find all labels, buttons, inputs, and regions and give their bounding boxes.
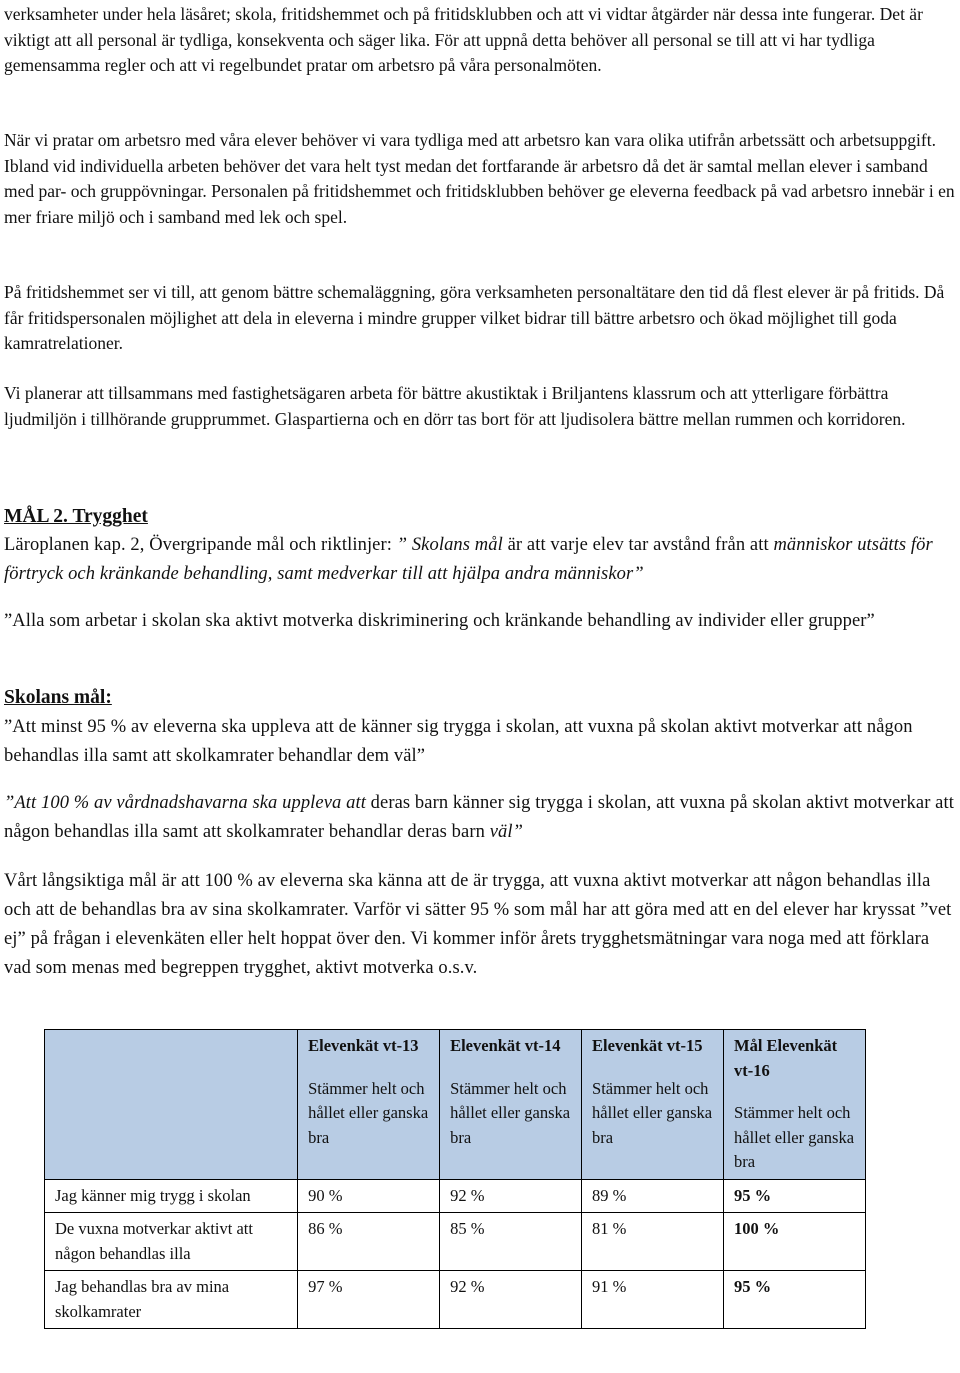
survey-table: [44, 1029, 866, 1329]
all-staff-statement: ”Alla som arbetar i skolan ska aktivt motverka diskriminering och kränkande behandling av individer eller grupper”: [4, 611, 875, 631]
row-label: De vuxna motverkar aktivt att någon behandlas illa: [45, 1213, 298, 1271]
header-subtitle: Stämmer helt och hållet eller ganska bra: [592, 1078, 713, 1147]
row-label: Jag känner mig trygg i skolan: [45, 1179, 298, 1213]
paragraph-after-school: På fritidshemmet ser vi till, att genom bättre schemaläggning, göra verksamheten personaltätare den tid då flest elever är på fritids. Då får fritidspersonalen möjlighet att dela in eleverna i mindre grupper vilket bidrar till bättre arbetsro och ökad möjlighet till goda kamratrelationer.: [4, 282, 945, 353]
cell-goal-value: 100 %: [724, 1213, 866, 1271]
cell-value: 89 %: [582, 1179, 724, 1213]
paragraph-work-calm-students: När vi pratar om arbetsro med våra elever behöver vi vara tydliga med att arbetsro kan vara olika utifrån arbetssätt och arbetsuppgift. Ibland vid individuella arbeten behöver det vara helt tyst medan det fortfarande är arbetsro då det är samtal mellan elever i samband med par- och gruppövningar. Personalen på fritidshemmet och fritidsklubben behöver ge eleverna feedback på vad arbetsro innebär i en mer friare miljö och i samband med lek och spel.: [4, 130, 955, 227]
header-subtitle: Stämmer helt och hållet eller ganska bra: [450, 1078, 571, 1147]
goal-guardians-italic-start: ”Att 100 % av vårdnadshavarna ska uppleva att: [4, 793, 366, 813]
curriculum-quote: [4, 531, 956, 589]
table-row: [45, 1179, 866, 1213]
cell-value: 92 %: [440, 1179, 582, 1213]
cell-value: 91 %: [582, 1271, 724, 1329]
curriculum-mid: är att varje elev tar avstånd från att: [502, 535, 774, 555]
row-label: Jag behandlas bra av mina skolkamrater: [45, 1271, 298, 1329]
goal-guardians-mid: deras barn känner sig trygga i skolan, att vuxna på skolan aktivt motverkar att någon behandlas illa samt att skolkamrater behandlar deras barn: [4, 793, 954, 842]
table-header-row: [45, 1030, 866, 1180]
paragraph-work-calm-intro: verksamheter under hela läsåret; skola, fritidshemmet och på fritidsklubben och att vi vidtar åtgärder när dessa inte fungerar. Det är viktigt att all personal är tydliga, konsekventa och säger lika. För att uppnå detta behöver all personal se till att vi har tydliga gemensamma regler och att vi regelbundet pratar om arbetsro på våra personalmöten.: [4, 4, 923, 75]
table-header-goal-vt16: [724, 1030, 866, 1180]
cell-value: 90 %: [298, 1179, 440, 1213]
cell-goal-value: 95 %: [724, 1179, 866, 1213]
goal-students: ”Att minst 95 % av eleverna ska uppleva att de känner sig trygga i skolan, att vuxna på skolan aktivt motverkar att någon behandlas illa samt att skolkamrater behandlar dem väl”: [4, 717, 913, 766]
school-goals-heading: Skolans mål:: [4, 687, 112, 708]
long-term-goal: Vårt långsiktiga mål är att 100 % av eleverna ska känna att de är trygga, att vuxna aktivt motverkar att någon behandlas illa och att de behandlas bra av sina skolkamrater. Varför vi sätter 95 % som mål har att göra med att en del elever har kryssat ”vet ej” på frågan i elevenkäten eller helt hoppat över den. Vi kommer inför årets trygghetsmätningar vara noga med att förklara vad som menas med begreppen trygghet, aktivt motverka o.s.v.: [4, 871, 952, 978]
curriculum-italic-start: Skolans mål: [407, 535, 503, 555]
header-title: Elevenkät vt-13: [308, 1036, 419, 1055]
curriculum-italic-end: människor utsätts för förtryck och kränkande behandling, samt medverkar till att hjälpa andra människor: [4, 535, 933, 584]
table-header-vt13: [298, 1030, 440, 1180]
table-header-vt15: [582, 1030, 724, 1180]
cell-value: 86 %: [298, 1213, 440, 1271]
table-header-empty: [45, 1030, 298, 1180]
paragraph-acoustics: Vi planerar att tillsammans med fastighetsägaren arbeta för bättre akustiktak i Briljantens klassrum och att ytterligare förbättra ljudmiljön i tillhörande grupprummet. Glaspartierna och en dörr tas bort för att ljudisolera bättre mellan rummen och korridoren.: [4, 383, 906, 429]
cell-value: 81 %: [582, 1213, 724, 1271]
curriculum-quote-open: ”: [396, 535, 408, 555]
table-row: [45, 1213, 866, 1271]
cell-value: 92 %: [440, 1271, 582, 1329]
curriculum-lead: Läroplanen kap. 2, Övergripande mål och riktlinjer:: [4, 535, 397, 555]
header-subtitle: Stämmer helt och hållet eller ganska bra: [734, 1103, 855, 1171]
goal-heading: MÅL 2. Trygghet: [4, 506, 148, 527]
goal-guardians-italic-end: väl”: [489, 822, 523, 842]
goal-guardians: [4, 789, 956, 847]
cell-value: 97 %: [298, 1271, 440, 1329]
table-row: [45, 1271, 866, 1329]
header-title: Elevenkät vt-15: [592, 1036, 703, 1055]
header-title: Elevenkät vt-14: [450, 1036, 561, 1055]
cell-goal-value: 95 %: [724, 1271, 866, 1329]
cell-value: 85 %: [440, 1213, 582, 1271]
header-title: Mål Elevenkät vt-16: [734, 1036, 838, 1080]
header-subtitle: Stämmer helt och hållet eller ganska bra: [308, 1078, 429, 1147]
curriculum-quote-close: ”: [633, 564, 644, 584]
table-header-vt14: [440, 1030, 582, 1180]
